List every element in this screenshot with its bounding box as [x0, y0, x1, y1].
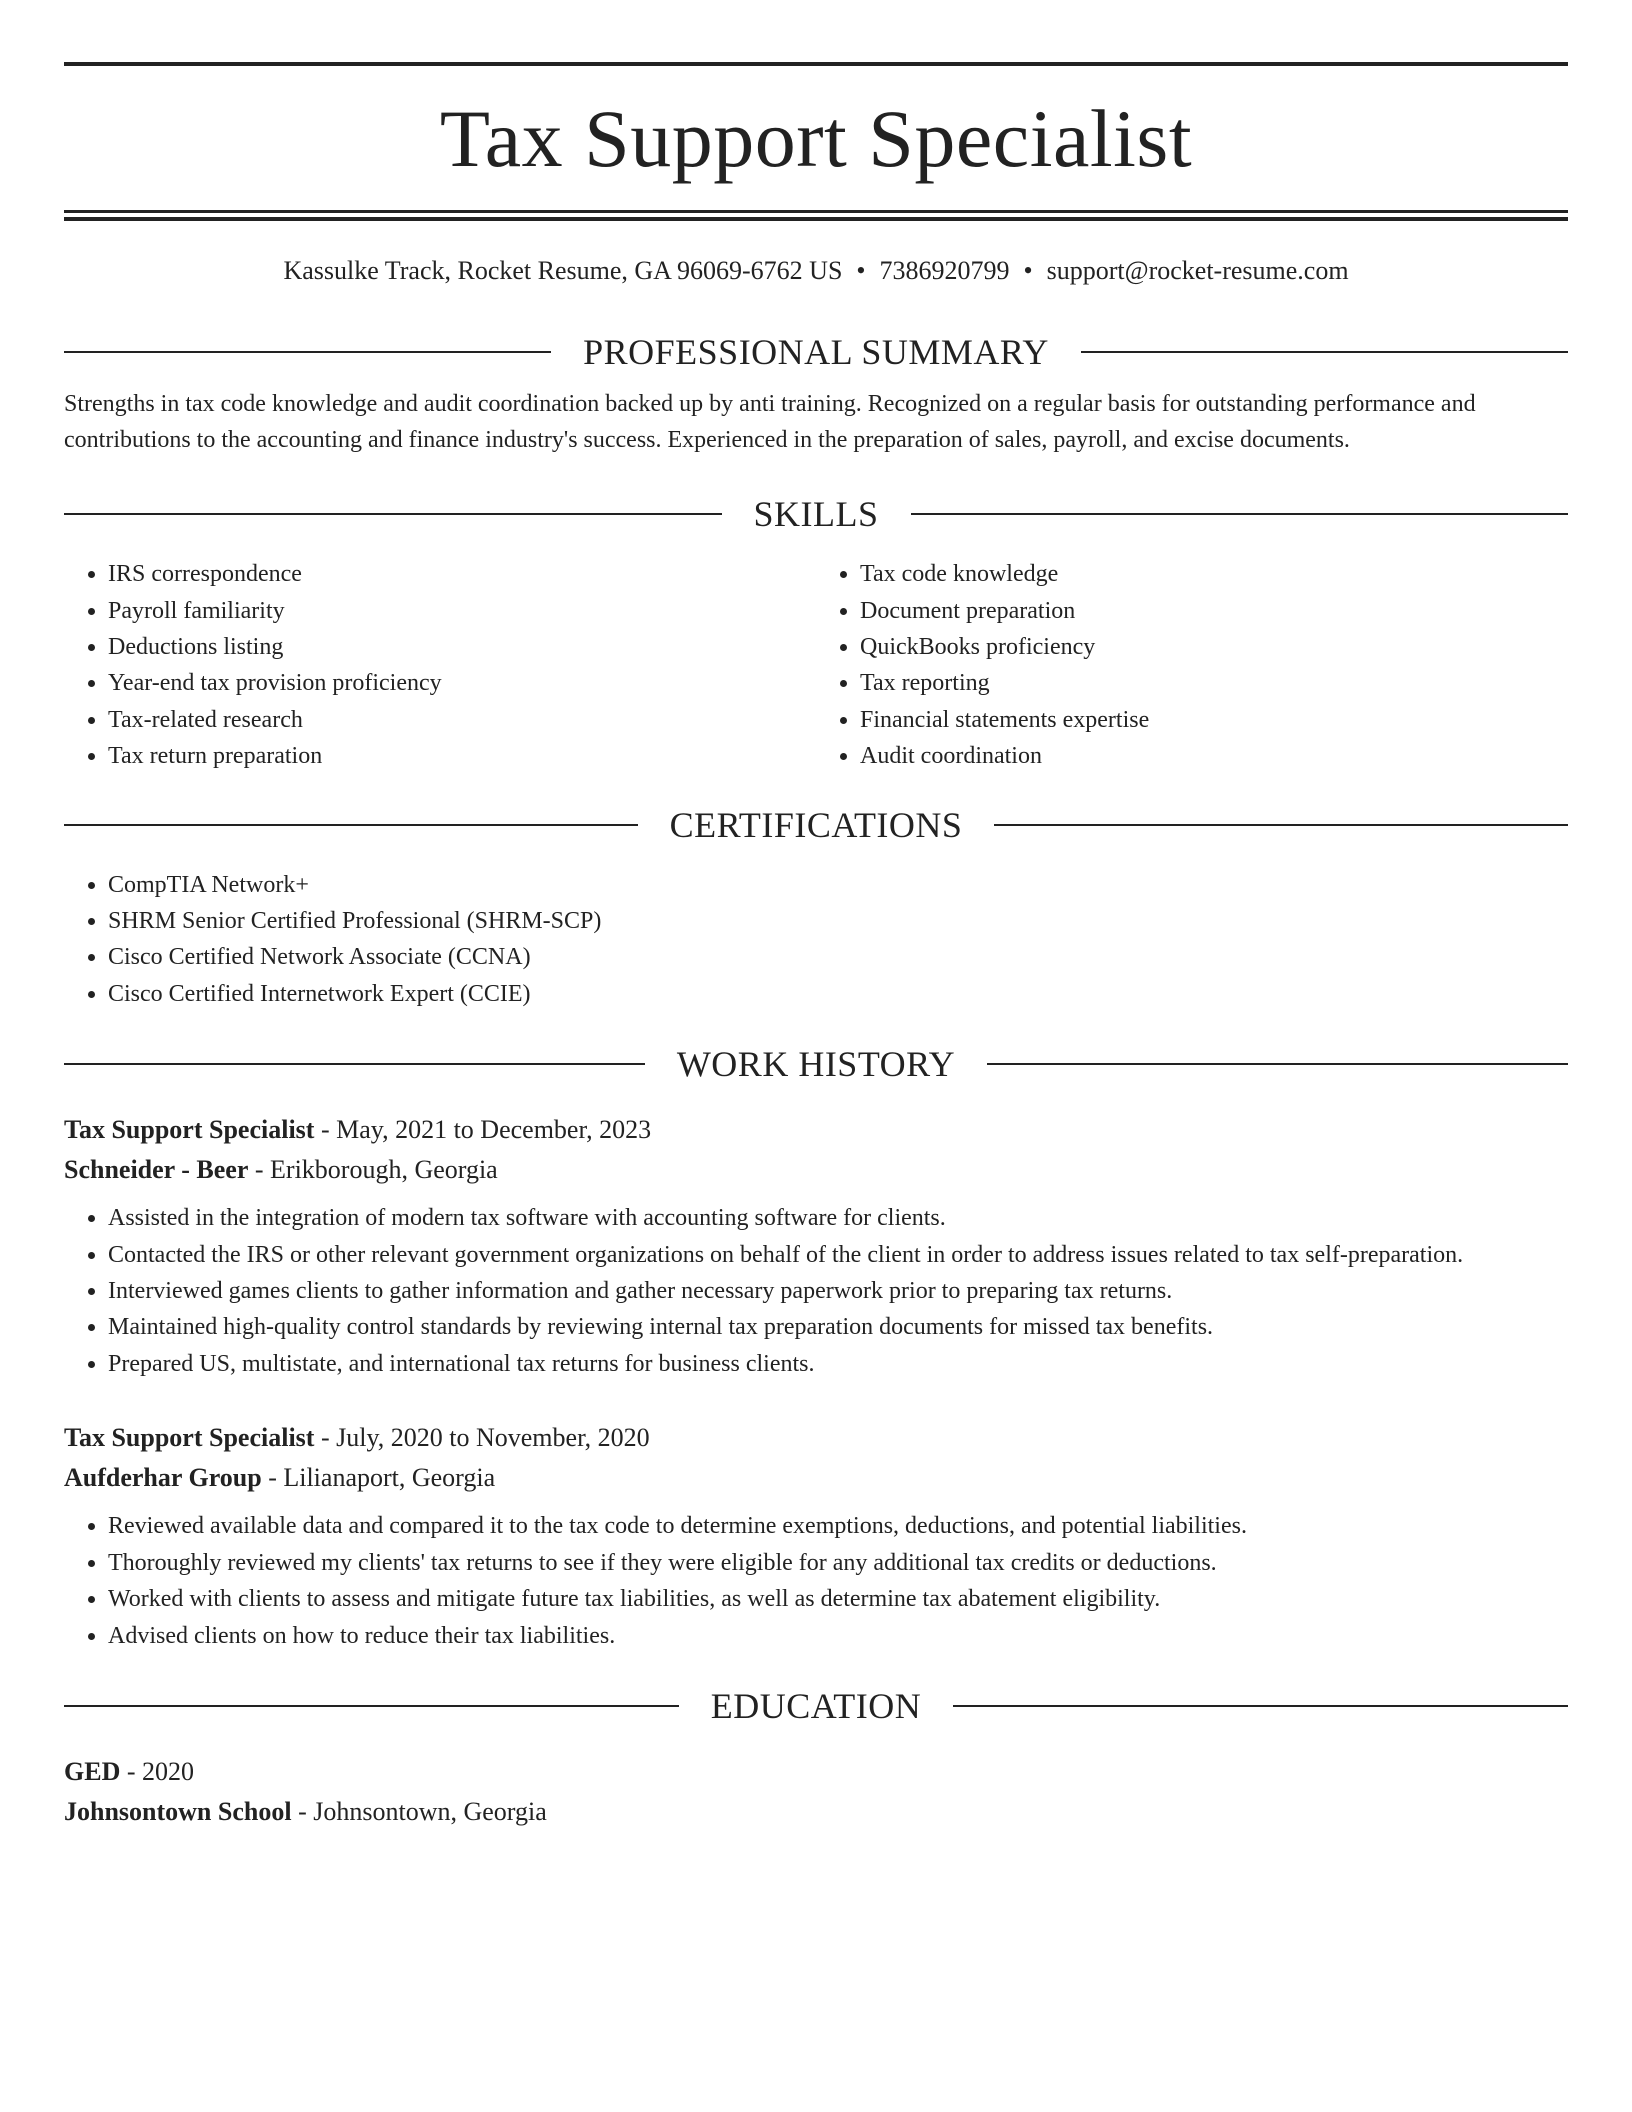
education-degree-line	[64, 1752, 1568, 1792]
contact-line	[64, 255, 1568, 286]
heading-rule-left	[64, 1705, 679, 1707]
job-title-line	[64, 1110, 1568, 1150]
job-bullet: • Advised clients on how to reduce their tax liabilities.	[108, 1618, 1568, 1654]
certification-item: • Cisco Certified Internetwork Expert (CCIE)	[108, 976, 1568, 1012]
skills-columns	[64, 556, 1568, 774]
section-title: PROFESSIONAL SUMMARY	[583, 332, 1049, 373]
job-bullet: • Contacted the IRS or other relevant government organizations on behalf of the client in order to address issues related to tax self-preparation.	[108, 1237, 1568, 1273]
job-bullet: • Interviewed games clients to gather information and gather necessary paperwork prior to preparing tax returns.	[108, 1273, 1568, 1309]
section-title: EDUCATION	[710, 1685, 922, 1726]
job-company: Aufderhar Group	[64, 1463, 262, 1493]
job-bullet-list	[64, 1508, 1568, 1654]
job-company: Schneider - Beer	[64, 1155, 249, 1185]
contact-address: Kassulke Track, Rocket Resume, GA 96069-6762 US	[283, 256, 843, 285]
job-bullet: • Assisted in the integration of modern tax software with accounting software for clients.	[108, 1200, 1568, 1236]
job-location: - Lilianaport, Georgia	[261, 1463, 496, 1493]
skills-list-left	[64, 556, 816, 774]
education-entry	[64, 1752, 1568, 1832]
skill-item: • QuickBooks proficiency	[860, 629, 1568, 665]
heading-rule-left	[64, 1063, 645, 1065]
heading-rule-right	[911, 513, 1569, 515]
section-title: WORK HISTORY	[676, 1044, 956, 1085]
contact-email: support@rocket-resume.com	[1046, 256, 1349, 285]
certification-item: • SHRM Senior Certified Professional (SHRM-SCP)	[108, 903, 1568, 939]
job-title: Tax Support Specialist	[64, 1115, 315, 1145]
header-double-rule	[64, 210, 1568, 221]
skill-item: • Tax-related research	[108, 702, 816, 738]
job-dates: - May, 2021 to December, 2023	[314, 1115, 652, 1145]
certifications-list	[64, 867, 1568, 1013]
certification-item: • CompTIA Network+	[108, 867, 1568, 903]
heading-rule-left	[64, 351, 551, 353]
job-location: - Erikborough, Georgia	[248, 1155, 498, 1185]
skill-item: • Tax return preparation	[108, 738, 816, 774]
heading-rule-left	[64, 824, 638, 826]
header-top-rule	[64, 62, 1568, 66]
heading-rule-right	[953, 1705, 1568, 1707]
job-entry	[64, 1418, 1568, 1654]
job-bullet: • Worked with clients to assess and mitigate future tax liabilities, as well as determine tax abatement eligibility.	[108, 1581, 1568, 1617]
skill-item: • IRS correspondence	[108, 556, 816, 592]
section-heading-education	[64, 1684, 1568, 1728]
job-bullet: • Reviewed available data and compared it to the tax code to determine exemptions, deductions, and potential liabilities.	[108, 1508, 1568, 1544]
section-title: CERTIFICATIONS	[669, 804, 963, 845]
heading-rule-right	[1081, 351, 1568, 353]
resume-title: Tax Support Specialist	[439, 93, 1193, 184]
certification-item: • Cisco Certified Network Associate (CCNA)	[108, 939, 1568, 975]
job-title-line	[64, 1418, 1568, 1458]
contact-phone: 7386920799	[879, 256, 1010, 285]
summary-text: Strengths in tax code knowledge and audit coordination backed up by anti training. Recognized on a regular basis for outstanding performance and contributions to the accounting and finance industry's success. Experienced in the preparation of sales, payroll, and excise documents.	[64, 391, 1476, 454]
job-company-line	[64, 1150, 1568, 1190]
education-school-line	[64, 1792, 1568, 1832]
section-title: SKILLS	[753, 494, 879, 535]
skill-item: • Deductions listing	[108, 629, 816, 665]
job-bullet: • Thoroughly reviewed my clients' tax returns to see if they were eligible for any additional tax credits or deductions.	[108, 1545, 1568, 1581]
skill-item: • Year-end tax provision proficiency	[108, 665, 816, 701]
skill-item: • Financial statements expertise	[860, 702, 1568, 738]
skill-item: • Tax reporting	[860, 665, 1568, 701]
contact-separator: •	[856, 256, 866, 285]
skill-item: • Document preparation	[860, 593, 1568, 629]
contact-separator: •	[1023, 256, 1033, 285]
heading-rule-left	[64, 513, 722, 515]
section-heading-skills	[64, 492, 1568, 536]
education-location: - Johnsontown, Georgia	[291, 1796, 547, 1826]
skill-item: • Audit coordination	[860, 738, 1568, 774]
section-heading-work-history	[64, 1042, 1568, 1086]
job-bullet: • Maintained high-quality control standards by reviewing internal tax preparation documents for missed tax benefits.	[108, 1309, 1568, 1345]
job-title: Tax Support Specialist	[64, 1423, 315, 1453]
section-heading-summary	[64, 330, 1568, 374]
heading-rule-right	[987, 1063, 1568, 1065]
skill-item: • Payroll familiarity	[108, 593, 816, 629]
education-year: - 2020	[120, 1756, 195, 1786]
education-degree: GED	[64, 1756, 121, 1786]
heading-rule-right	[994, 824, 1568, 826]
job-bullet: • Prepared US, multistate, and international tax returns for business clients.	[108, 1346, 1568, 1382]
job-company-line	[64, 1458, 1568, 1498]
education-school: Johnsontown School	[64, 1796, 292, 1826]
skills-list-right	[816, 556, 1568, 774]
job-bullet-list	[64, 1200, 1568, 1382]
job-dates: - July, 2020 to November, 2020	[314, 1423, 650, 1453]
job-entry	[64, 1110, 1568, 1382]
skill-item: • Tax code knowledge	[860, 556, 1568, 592]
section-heading-certifications	[64, 803, 1568, 847]
